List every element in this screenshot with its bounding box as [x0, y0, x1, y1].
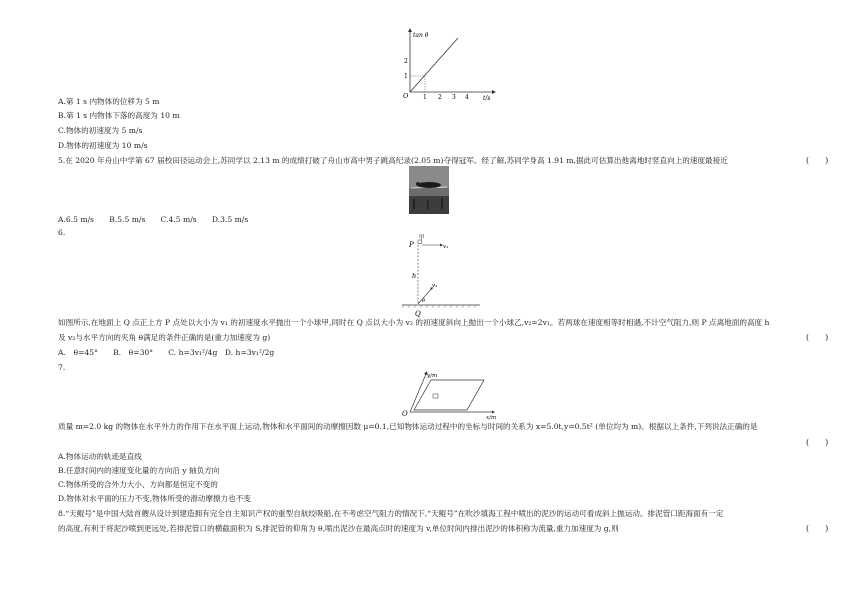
q8-stem-line1: 8.“天鲲号”是中国大陆首艘从设计到建造拥有完全自主知识产权的重型自航绞吸船,在不考虑空气阻力的情况下,“天鲲号”在吹沙填海工程中喷出的泥沙的运动可看成斜上抛运动。排泥管口距海面有一定	[58, 509, 724, 518]
v2-label: v₂	[432, 283, 438, 289]
graph-xtick: 2	[438, 94, 442, 101]
q6-answer-paren: ( )	[806, 333, 829, 342]
point-q-label: Q	[415, 310, 421, 318]
high-jump-photo	[409, 166, 449, 214]
q5-options: A.6.5 m/s B.5.5 m/s C.4.5 m/s D.3.5 m/s	[58, 215, 249, 224]
q6-number: 6.	[58, 228, 66, 237]
q5-answer-paren: ( )	[806, 156, 829, 165]
q4-option-b: B.第 1 s 内物体下落的高度为 10 m	[58, 111, 180, 120]
x-axis-label: x/m	[486, 415, 497, 421]
h-label: h	[412, 272, 417, 280]
q4-option-a: A.第 1 s 内物体的位移为 5 m	[58, 97, 160, 106]
q8-answer-paren: ( )	[806, 524, 829, 533]
q6-options: A. θ=45° B. θ=30° C. h=3v₁²/4g D. h=3v₁²/2g	[58, 348, 275, 357]
y-axis-label: y/m	[427, 373, 438, 379]
graph-xtick: 3	[452, 94, 456, 101]
graph-ytick: 2	[404, 58, 408, 65]
q7-origin: O	[402, 410, 408, 418]
q7-number: 7.	[58, 363, 66, 372]
tan-theta-graph	[398, 28, 498, 102]
q6-projectile-figure	[392, 232, 482, 324]
q7-option-d: D.物体对水平面的压力不变,物体所受的滑动摩擦力也不变	[58, 494, 251, 503]
graph-x-label: t/s	[483, 95, 491, 102]
graph-ytick: 1	[404, 73, 408, 80]
q7-option-c: C.物体所受的合外力大小、方向都是恒定不变的	[58, 480, 218, 489]
v1-label: v₁	[443, 244, 449, 250]
q7-coordinate-figure	[398, 368, 500, 420]
q6-stem-line2: 及 v₂与水平方向的夹角 θ满足的条件正确的是(重力加速度为 g)	[58, 333, 271, 342]
graph-y-label: tan θ	[413, 32, 429, 39]
q4-option-c: C.物体的初速度为 5 m/s	[58, 126, 143, 135]
q5-stem: 5.在 2020 年舟山中学第 67 届校田径运动会上,苏同学以 2.13 m 的成绩打破了舟山市高中男子跳高纪录(2.05 m)夺得冠军。经了解,苏同学身高 1.91 m,据此可估算出他离地时竖直向上的速度最接近	[58, 156, 728, 165]
jia-label: 甲	[419, 235, 425, 241]
q8-stem-line2: 的高度,有利于将泥沙喷到更远处,若排泥管口的横截面积为 S,排泥管的仰角为 θ,喷出泥沙在最高点时的速度为 v,单位时间内排出泥沙的体积称为流量,重力加速度为 g,则	[58, 524, 619, 533]
q7-option-b: B.任意时间内的速度变化量的方向沿 y 轴负方向	[58, 466, 220, 475]
q7-option-a: A.物体运动的轨迹是直线	[58, 452, 142, 461]
theta-label: θ	[422, 298, 426, 304]
graph-xtick: 1	[423, 94, 427, 101]
graph-xtick: 4	[465, 94, 469, 101]
q6-stem-line1: 如图所示,在地面上 Q 点正上方 P 点处以大小为 v₁ 的初速度水平抛出一个小球甲,同时在 Q 点以大小为 v₂ 的初速度斜向上抛出一个小球乙,v₂=2v₁。若两球在速度相等时相遇,不计空气阻力,则 P 点离地面的高度 h	[58, 318, 770, 327]
graph-origin: O	[403, 92, 409, 100]
q7-answer-paren: ( )	[806, 438, 829, 447]
point-p-label: P	[409, 241, 414, 249]
q4-option-d: D.物体的初速度为 10 m/s	[58, 141, 148, 150]
q7-stem: 质量 m=2.0 kg 的物体在水平外力的作用下在水平面上运动,物体和水平面间的动摩擦因数 μ=0.1,已知物体运动过程中的坐标与时间的关系为 x=5.0t,y=0.5t² (单位均为 m)。根据以上条件,下列说法正确的是	[58, 422, 758, 431]
